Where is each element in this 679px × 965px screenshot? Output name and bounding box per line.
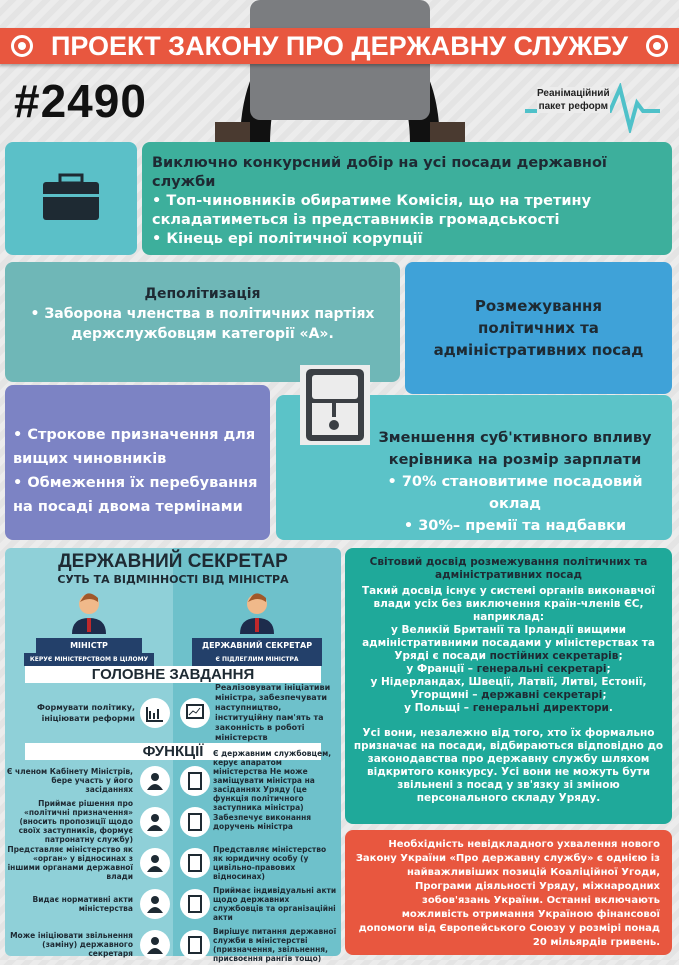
list-item: • 30%– премії та надбавки: [403, 518, 627, 534]
function-row: [5, 924, 341, 965]
list-item: • Заборона членства в політичних партіях держслужбовцям категорії «А».: [30, 306, 375, 342]
main-task-left: Формувати політику, ініціювати реформи: [37, 703, 135, 723]
chart-icon: [135, 695, 175, 731]
list-item: • Обмеження їх перебування на посаді двома термінами: [13, 475, 258, 515]
block2-title: Деполітизація: [144, 286, 261, 302]
world-fr: у Франції – генеральні секретарі;: [406, 663, 611, 675]
minister-label: МІНІСТР: [36, 638, 142, 653]
function-row: [5, 883, 341, 924]
function-icon: [133, 887, 177, 921]
list-item: • Строкове призначення для вищих чиновників: [13, 427, 256, 467]
function-icon: [133, 805, 177, 839]
necessity-box: [345, 830, 672, 955]
minister-sub: КЕРУЄ МІНІСТЕРСТВОМ В ЦІЛОМУ: [24, 653, 154, 666]
block3-title: Розмежування політичних та адміністративних посад: [433, 297, 644, 359]
secretary-sub: Є ПІДЛЕГЛИМ МІНІСТРА: [192, 653, 322, 666]
functions-heading: ФУНКЦІЇ: [25, 743, 321, 760]
secretary-label: ДЕРЖАВНИЙ СЕКРЕТАР: [192, 638, 322, 653]
block-separation: [405, 262, 672, 394]
person-icon: [64, 590, 114, 634]
list-item: • 70% становитиме посадовий оклад: [387, 474, 643, 512]
target-icon: [646, 35, 668, 57]
world-conclusion: Усі вони, незалежно від того, хто їх формально призначає на посади, відбираються відповідно до законодавства про державну службу шляхом відкритого конкурсу. Усі вони не можуть бути звільнені з посад у зв'язку зі зміною персонального складу Уряду.: [353, 727, 664, 804]
person-icon: [232, 590, 282, 634]
function-minister: Приймає рішення про «політичні призначення» (вносить пропозиції щодо своїх заступників, формує патронатну службу): [18, 799, 133, 844]
briefcase-icon: [5, 142, 137, 255]
presentation-icon: [175, 695, 215, 731]
state-secretary-panel: [5, 548, 341, 963]
world-experience-box: [345, 548, 672, 824]
logo-line2: пакет реформ: [538, 101, 609, 112]
function-secretary: Представляє міністерство як юридичну особу (у цивільно-правових відносинах): [213, 844, 327, 881]
function-icon: [133, 764, 177, 798]
briefcase-handle-illustration: [170, 0, 510, 145]
function-minister: Є членом Кабінету Міністрів, бере участь у його засіданнях: [6, 767, 133, 794]
bill-number: #2490: [14, 75, 147, 127]
world-title: Світовий досвід розмежування політичних та адміністративних посад: [369, 556, 648, 581]
secretary-figure: [192, 590, 322, 666]
world-nl: у Нідерландах, Швеції, Латвії, Литві, Естонії, Угорщині – державні секретарі;: [370, 676, 647, 701]
block-competitive-selection: [142, 142, 672, 255]
world-pl: у Польщі – генеральні директори.: [404, 702, 613, 714]
list-item: • Топ-чиновників обиратиме Комісія, що на третину складатиметься із представників громадськості: [152, 193, 592, 228]
function-row: [5, 842, 341, 883]
function-icon: [133, 928, 177, 962]
function-secretary: Вирішує питання державної служби в міністерстві (призначення, звільнення, присвоєння рангів тощо): [213, 926, 337, 963]
function-secretary: Приймає індивідуальні акти щодо державних службовців та організаційні акти: [213, 885, 337, 922]
function-icon: [177, 805, 213, 839]
safe-icon: [300, 365, 370, 445]
secretary-title: ДЕРЖАВНИЙ СЕКРЕТАР: [58, 551, 288, 572]
function-minister: Представляє міністерство як «орган» у відносинах з іншими органами державної влади: [7, 844, 133, 881]
function-minister: Видає нормативні акти міністерства: [32, 894, 133, 913]
main-task-heading: ГОЛОВНЕ ЗАВДАННЯ: [25, 666, 321, 683]
minister-figure: [24, 590, 154, 666]
block-depoliticization: [5, 262, 400, 382]
function-icon: [177, 887, 213, 921]
function-icon: [177, 764, 213, 798]
function-secretary: Є державним службовцем, керує апаратом міністерства Не може заміщувати міністра на засіданнях Уряду (це функція політичного заступника міністра): [213, 749, 332, 812]
logo-line1: Реанімаційний: [537, 88, 610, 99]
function-icon: [177, 846, 213, 880]
page-title: ПРОЕКТ ЗАКОНУ ПРО ДЕРЖАВНУ СЛУЖБУ: [50, 30, 629, 61]
necessity-text: Необхідність невідкладного ухвалення нового Закону України «Про державну службу» є однією із найважливіших позицій Коаліційної Угоди, Програми діяльності Уряду, міжнародних зобов'язань України. Останні включають можливість отримання Україною фінансової допомоги від Європейського Союзу у розмірі понад 20 мільярдів гривень.: [355, 839, 660, 948]
list-item: • Кінець ері політичної корупції: [152, 231, 423, 247]
briefcase-icon-tile: [5, 142, 137, 255]
logo: [525, 83, 660, 133]
function-minister: Може ініціювати звільнення (заміну) державного секретаря: [10, 931, 133, 958]
world-intro: Такий досвід існує у системі органів виконавчої влади усіх без виключення країн-членів ЄС, наприклад:: [362, 585, 655, 623]
target-icon: [11, 35, 33, 57]
world-uk: у Великій Британії та Ірландії вищими адміністративними посадами у міністерствах та Уряді є посади постійних секретарів;: [362, 624, 655, 662]
function-icon: [177, 928, 213, 962]
function-secretary: Забезпечує виконання доручень міністра: [213, 812, 312, 831]
block1-title: Виключно конкурсний добір на усі посади державної служби: [152, 155, 607, 190]
function-icon: [133, 846, 177, 880]
main-task-right: Реалізовувати ініціативи міністра, забезпечувати наступництво, інституційну пам'ять та законність в роботі міністерств: [215, 683, 331, 742]
block5-title: Зменшення суб'ктивного впливу керівника на розмір зарплати: [378, 430, 652, 468]
block-term-limits: [5, 385, 270, 540]
title-banner: [0, 28, 679, 64]
secretary-subtitle: СУТЬ ТА ВІДМІННОСТІ ВІД МІНІСТРА: [57, 573, 289, 586]
